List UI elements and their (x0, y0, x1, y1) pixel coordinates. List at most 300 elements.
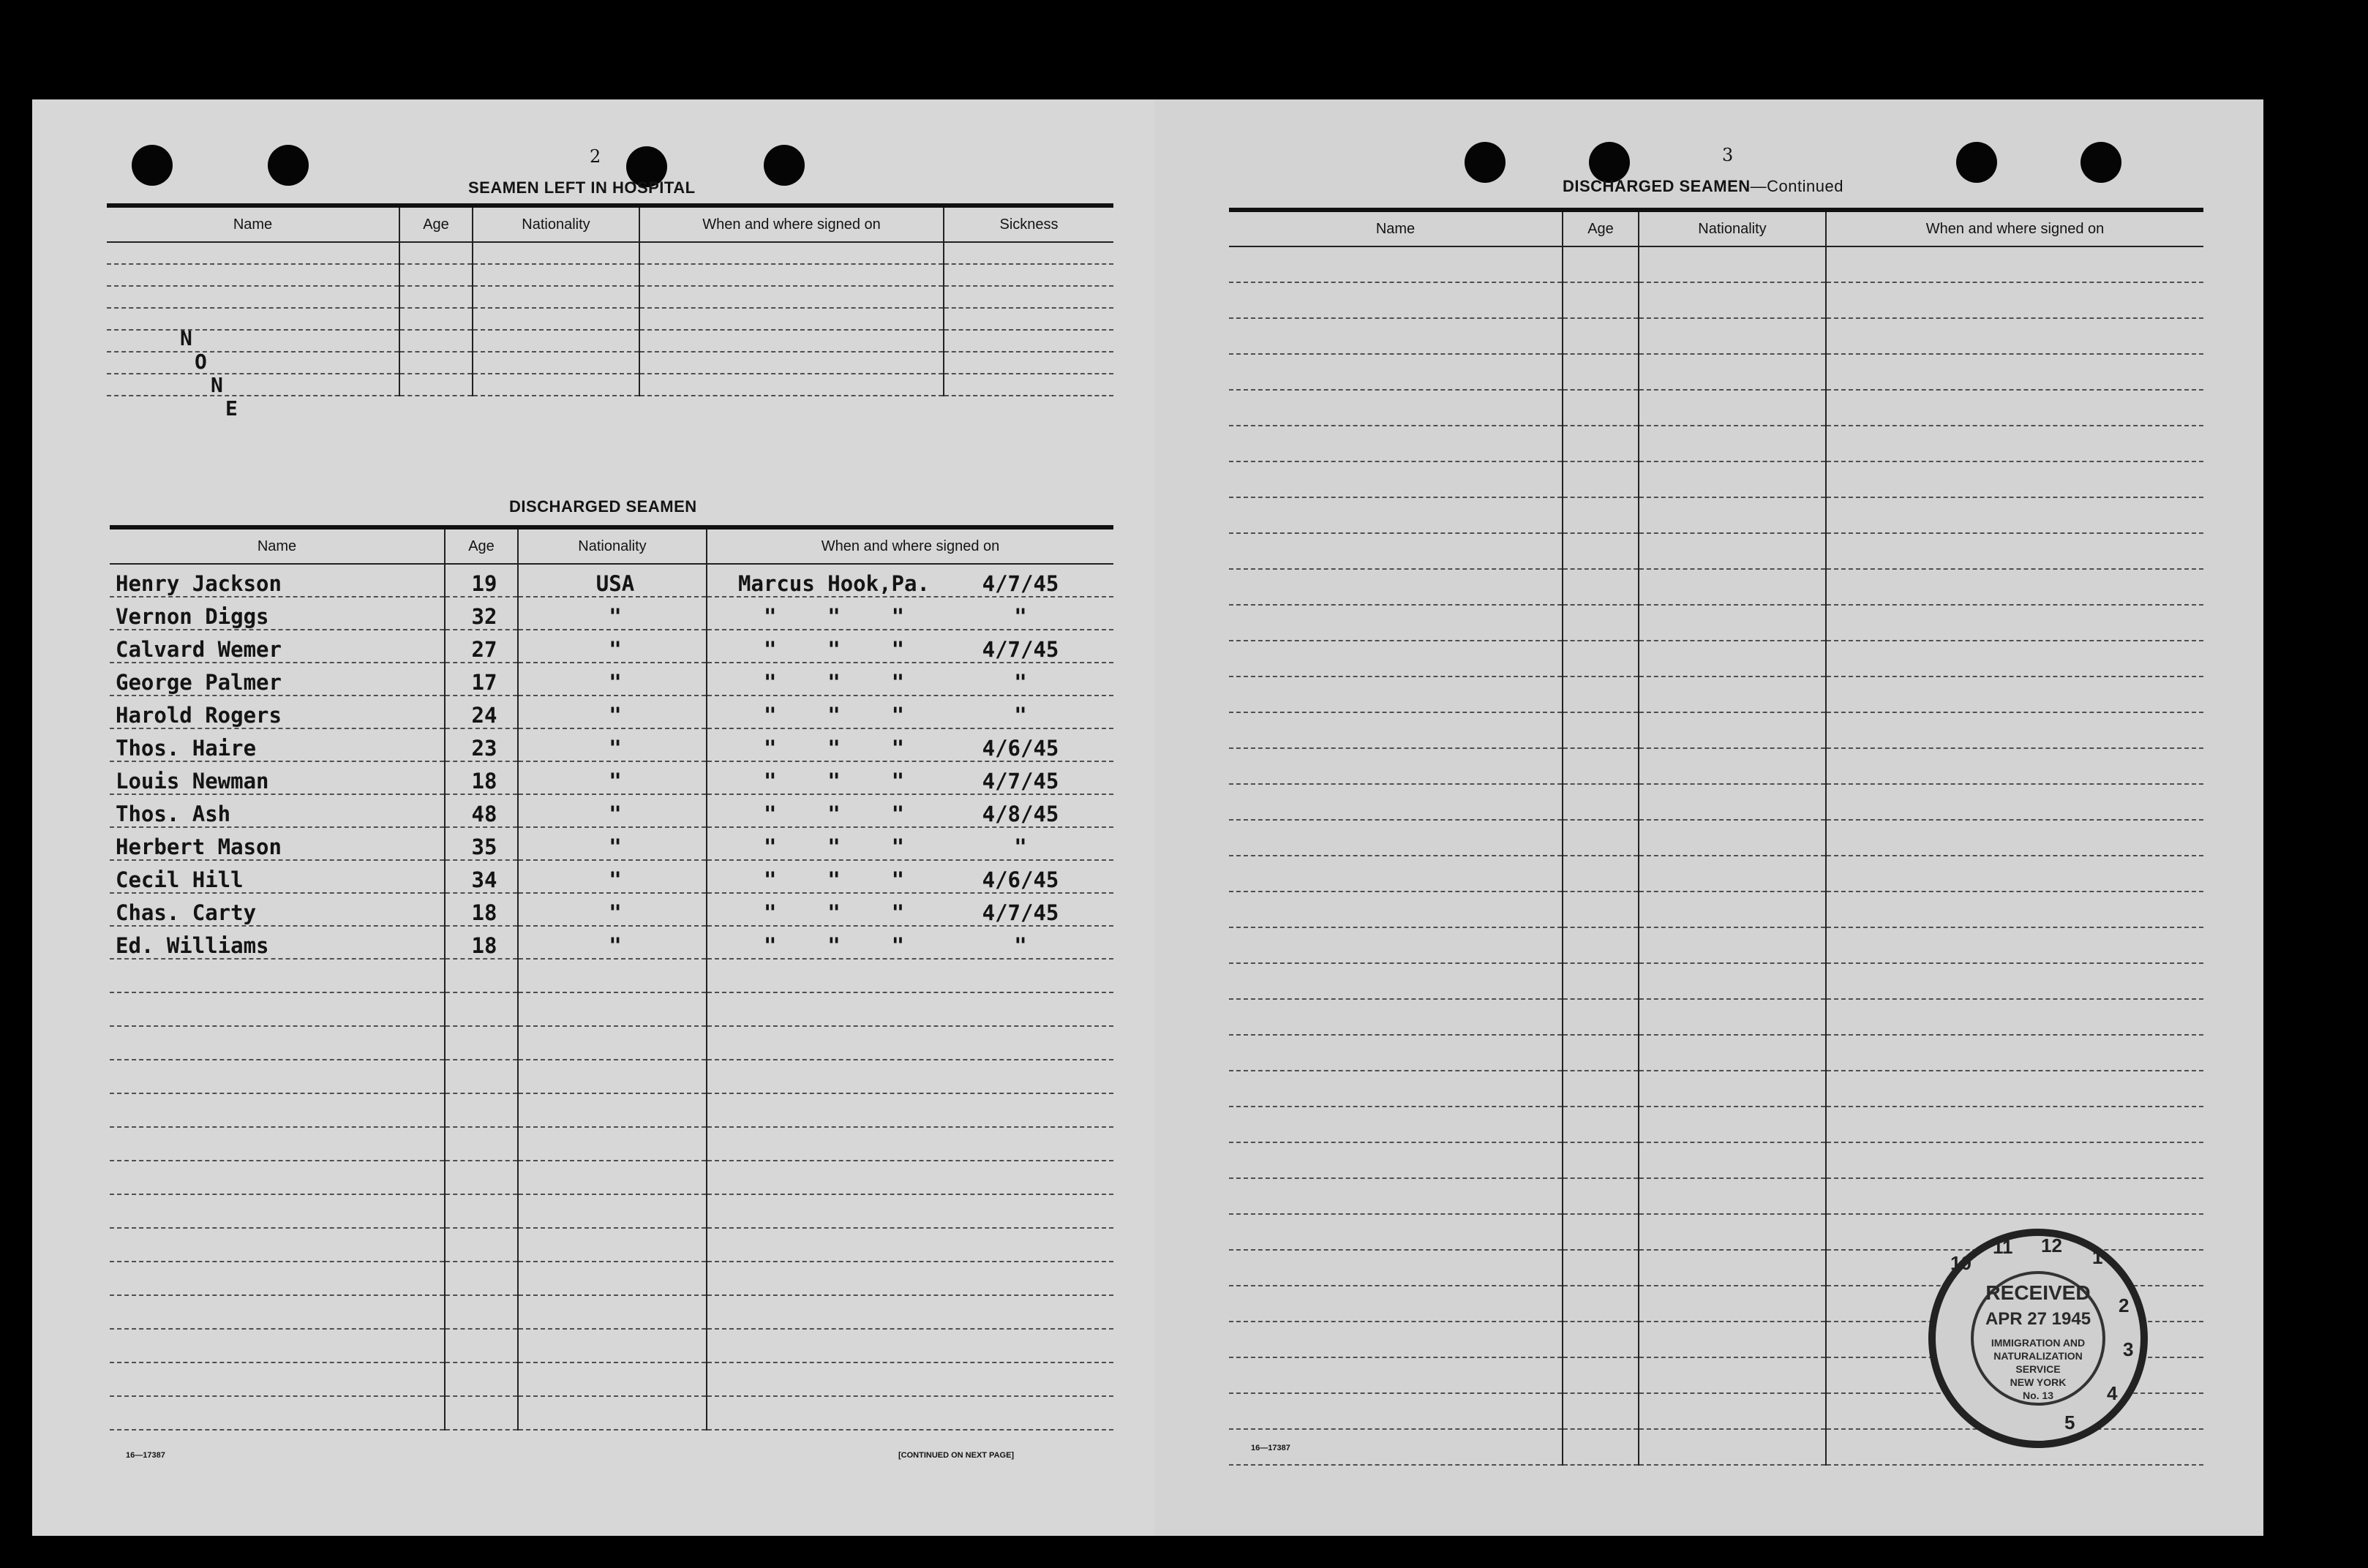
age-cell (445, 1194, 518, 1228)
nationality-cell (1639, 1429, 1826, 1465)
continued-suffix: —Continued (1750, 177, 1843, 195)
name-cell (1229, 1107, 1563, 1142)
signed-on-date: 4/6/45 (982, 736, 1059, 761)
punch-hole (1956, 142, 1997, 183)
name-cell (1229, 1393, 1563, 1429)
nationality-cell: " (518, 860, 707, 893)
sickness-cell (944, 352, 1113, 374)
table-row (110, 728, 1113, 761)
age-cell: 18 (445, 761, 518, 794)
nationality-cell: " (518, 794, 707, 827)
sickness-cell (944, 264, 1113, 286)
table-row (110, 1329, 1113, 1362)
signed-on-place: " " " (763, 933, 905, 958)
signed-on-cell (1826, 390, 2203, 426)
table-row (107, 308, 1113, 330)
continued-note: [CONTINUED ON NEXT PAGE] (898, 1451, 1015, 1460)
page-number: 3 (1722, 145, 1734, 165)
name-cell (1229, 892, 1563, 927)
column-header-age: Age (1563, 210, 1639, 246)
age-cell: 18 (445, 926, 518, 959)
age-cell (445, 1127, 518, 1161)
stamp-agency: NATURALIZATION (1993, 1350, 2083, 1362)
column-header-name: Name (107, 206, 399, 242)
name-cell (1229, 1178, 1563, 1214)
name-cell (1229, 856, 1563, 892)
name-cell: George Palmer (110, 663, 445, 696)
name-cell (1229, 497, 1563, 533)
signed-on-cell (1826, 1035, 2203, 1071)
name-cell (1229, 1035, 1563, 1071)
age-cell (399, 286, 473, 308)
sickness-cell (944, 374, 1113, 396)
signed-on-cell (707, 926, 1113, 959)
nationality-cell (1639, 963, 1826, 999)
age-cell (1563, 1286, 1639, 1322)
age-cell (445, 1093, 518, 1127)
name-cell (110, 1060, 445, 1093)
age-cell: 18 (445, 893, 518, 926)
name-cell: Chas. Carty (110, 893, 445, 926)
column-header-nationality: Nationality (1639, 210, 1826, 246)
page-number: 2 (590, 146, 601, 167)
nationality-cell (1639, 1035, 1826, 1071)
signed-on-place: " " " (763, 834, 905, 859)
nationality-cell (1639, 1071, 1826, 1107)
discharged-section-title: DISCHARGED SEAMEN (509, 497, 697, 516)
name-cell: Herbert Mason (110, 827, 445, 860)
signed-on-cell (707, 1295, 1113, 1329)
nationality-cell (1639, 1250, 1826, 1286)
name-cell (1229, 784, 1563, 820)
nationality-cell (473, 330, 639, 352)
nationality-cell (1639, 1286, 1826, 1322)
age-cell: 34 (445, 860, 518, 893)
signed-on-cell (1826, 963, 2203, 999)
age-cell (1563, 1250, 1639, 1286)
name-cell: Louis Newman (110, 761, 445, 794)
table-row (107, 330, 1113, 352)
age-cell (1563, 963, 1639, 999)
nationality-cell (1639, 676, 1826, 712)
column-header-signed-on: When and where signed on (639, 206, 944, 242)
table-row (1229, 892, 2203, 927)
nationality-cell: " (518, 827, 707, 860)
signed-on-cell (707, 827, 1113, 860)
signed-on-place: " " " (763, 670, 905, 695)
table-row (110, 992, 1113, 1026)
age-cell (1563, 318, 1639, 354)
table-row (110, 597, 1113, 630)
nationality-cell (1639, 390, 1826, 426)
none-letter: N (211, 373, 223, 397)
signed-on-place: Marcus Hook,Pa. (738, 571, 930, 596)
name-cell: Thos. Haire (110, 728, 445, 761)
signed-on-cell (707, 1093, 1113, 1127)
name-cell (110, 1194, 445, 1228)
column-header-sickness: Sickness (944, 206, 1113, 242)
name-cell (107, 264, 399, 286)
table-row (110, 1161, 1113, 1194)
name-cell (1229, 999, 1563, 1035)
age-cell: 23 (445, 728, 518, 761)
name-cell (110, 959, 445, 992)
nationality-cell (1639, 927, 1826, 963)
table-row (1229, 497, 2203, 533)
nationality-cell (1639, 820, 1826, 856)
name-cell (110, 1127, 445, 1161)
age-cell (1563, 927, 1639, 963)
age-cell: 48 (445, 794, 518, 827)
signed-on-cell (707, 597, 1113, 630)
nationality-cell (473, 352, 639, 374)
name-cell (1229, 246, 1563, 282)
nationality-cell (473, 308, 639, 330)
stamp-ring-number: 4 (2107, 1382, 2118, 1404)
form-number: 16—17387 (126, 1451, 165, 1460)
age-cell (445, 959, 518, 992)
nationality-cell (473, 242, 639, 264)
signed-on-cell (1826, 497, 2203, 533)
name-cell (110, 1161, 445, 1194)
name-cell (1229, 641, 1563, 676)
punch-hole (2081, 142, 2121, 183)
nationality-cell (1639, 569, 1826, 605)
nationality-cell (1639, 426, 1826, 461)
nationality-cell (1639, 641, 1826, 676)
nationality-cell (473, 264, 639, 286)
nationality-cell: " (518, 696, 707, 728)
continued-title: DISCHARGED SEAMEN (1563, 177, 1751, 195)
age-cell (1563, 1107, 1639, 1142)
nationality-cell (1639, 318, 1826, 354)
name-cell (1229, 390, 1563, 426)
stamp-date: APR 27 1945 (1985, 1309, 2091, 1329)
name-cell (107, 242, 399, 264)
name-cell: Calvard Wemer (110, 630, 445, 663)
age-cell (399, 242, 473, 264)
signed-on-cell (1826, 784, 2203, 820)
table-row (110, 1396, 1113, 1430)
signed-on-date: 4/7/45 (982, 571, 1059, 596)
signed-on-cell (639, 352, 944, 374)
table-row (107, 374, 1113, 396)
table-row (1229, 533, 2203, 569)
nationality-cell (518, 1194, 707, 1228)
signed-on-date: " (1014, 604, 1027, 629)
signed-on-cell (707, 761, 1113, 794)
signed-on-cell (1826, 605, 2203, 641)
nationality-cell (1639, 497, 1826, 533)
nationality-cell: " (518, 893, 707, 926)
name-cell (107, 374, 399, 396)
table-row (1229, 999, 2203, 1035)
name-cell (1229, 1142, 1563, 1178)
stamp-number: No. 13 (2022, 1390, 2053, 1401)
signed-on-cell (1826, 999, 2203, 1035)
table-row (107, 242, 1113, 264)
signed-on-cell (707, 959, 1113, 992)
signed-on-cell (1826, 1142, 2203, 1178)
nationality-cell: " (518, 761, 707, 794)
nationality-cell (1639, 605, 1826, 641)
age-cell (1563, 999, 1639, 1035)
name-cell: Harold Rogers (110, 696, 445, 728)
age-cell (445, 1295, 518, 1329)
name-cell (107, 352, 399, 374)
table-row (1229, 605, 2203, 641)
nationality-cell (1639, 856, 1826, 892)
signed-on-cell (1826, 533, 2203, 569)
signed-on-cell (707, 1329, 1113, 1362)
age-cell: 24 (445, 696, 518, 728)
nationality-cell (1639, 461, 1826, 497)
column-header-nationality: Nationality (473, 206, 639, 242)
name-cell (1229, 569, 1563, 605)
signed-on-cell (1826, 318, 2203, 354)
column-header-signed-on: When and where signed on (707, 527, 1113, 564)
age-cell (1563, 641, 1639, 676)
age-cell (1563, 533, 1639, 569)
table-row (1229, 927, 2203, 963)
age-cell (399, 374, 473, 396)
signed-on-place: " " " (763, 637, 905, 662)
age-cell (1563, 569, 1639, 605)
age-cell (1563, 605, 1639, 641)
signed-on-date: " (1014, 703, 1027, 728)
signed-on-place: " " " (763, 604, 905, 629)
table-row (1229, 354, 2203, 390)
nationality-cell (518, 992, 707, 1026)
signed-on-cell (707, 1362, 1113, 1396)
signed-on-cell (1826, 748, 2203, 784)
table-row (110, 1228, 1113, 1262)
age-cell (1563, 784, 1639, 820)
nationality-cell (518, 1026, 707, 1060)
stamp-agency: IMMIGRATION AND (1991, 1337, 2086, 1349)
age-cell (445, 1228, 518, 1262)
column-header-signed-on: When and where signed on (1826, 210, 2203, 246)
nationality-cell (518, 1262, 707, 1295)
nationality-cell (1639, 1107, 1826, 1142)
table-row (110, 1362, 1113, 1396)
name-cell (1229, 426, 1563, 461)
sickness-cell (944, 308, 1113, 330)
name-cell (107, 286, 399, 308)
table-row (1229, 318, 2203, 354)
received-stamp (1928, 1229, 2148, 1448)
age-cell (445, 1396, 518, 1430)
age-cell (1563, 1322, 1639, 1357)
nationality-cell (518, 1396, 707, 1430)
table-row (1229, 856, 2203, 892)
nationality-cell (518, 959, 707, 992)
name-cell (1229, 1214, 1563, 1250)
signed-on-place: " " " (763, 802, 905, 826)
signed-on-cell (707, 1262, 1113, 1295)
age-cell (1563, 1214, 1639, 1250)
signed-on-place: " " " (763, 867, 905, 892)
table-row (1229, 1071, 2203, 1107)
table-row (110, 1262, 1113, 1295)
discharged-table (110, 525, 1113, 1431)
name-cell: Thos. Ash (110, 794, 445, 827)
table-row (110, 696, 1113, 728)
age-cell (399, 330, 473, 352)
nationality-cell: " (518, 597, 707, 630)
table-row (107, 352, 1113, 374)
signed-on-cell (1826, 461, 2203, 497)
table-row (1229, 1178, 2203, 1214)
nationality-cell (518, 1093, 707, 1127)
table-row (110, 926, 1113, 959)
name-cell (110, 1262, 445, 1295)
name-cell (1229, 676, 1563, 712)
signed-on-cell (707, 1194, 1113, 1228)
signed-on-cell (1826, 676, 2203, 712)
nationality-cell (1639, 533, 1826, 569)
signed-on-cell (1826, 246, 2203, 282)
continued-section-title (1563, 177, 1843, 196)
age-cell: 35 (445, 827, 518, 860)
signed-on-cell (707, 728, 1113, 761)
table-row (1229, 282, 2203, 318)
name-cell (110, 1295, 445, 1329)
name-cell (1229, 1322, 1563, 1357)
nationality-cell (1639, 1357, 1826, 1393)
table-row (1229, 246, 2203, 282)
nationality-cell: " (518, 663, 707, 696)
age-cell (445, 1329, 518, 1362)
age-cell (1563, 1071, 1639, 1107)
sickness-cell (944, 330, 1113, 352)
age-cell (1563, 1357, 1639, 1393)
table-row (1229, 1035, 2203, 1071)
hospital-table (107, 203, 1113, 396)
table-row (110, 860, 1113, 893)
column-header-nationality: Nationality (518, 527, 707, 564)
punch-hole (132, 145, 173, 186)
nationality-cell (1639, 1322, 1826, 1357)
signed-on-cell (639, 264, 944, 286)
age-cell (1563, 1178, 1639, 1214)
age-cell (1563, 426, 1639, 461)
hospital-section-title: SEAMEN LEFT IN HOSPITAL (468, 178, 696, 197)
signed-on-cell (1826, 1071, 2203, 1107)
name-cell (110, 1329, 445, 1362)
table-row (110, 630, 1113, 663)
punch-hole (268, 145, 309, 186)
table-row (1229, 1107, 2203, 1142)
nationality-cell (518, 1127, 707, 1161)
age-cell (445, 1161, 518, 1194)
nationality-cell (1639, 1214, 1826, 1250)
signed-on-place: " " " (763, 900, 905, 925)
signed-on-cell (707, 1228, 1113, 1262)
age-cell (1563, 820, 1639, 856)
nationality-cell (1639, 892, 1826, 927)
table-row (110, 1060, 1113, 1093)
column-header-name: Name (110, 527, 445, 564)
nationality-cell: " (518, 728, 707, 761)
nationality-cell (518, 1228, 707, 1262)
table-row (110, 959, 1113, 992)
signed-on-cell (707, 860, 1113, 893)
age-cell (1563, 892, 1639, 927)
age-cell (1563, 712, 1639, 748)
table-row (1229, 820, 2203, 856)
stamp-ring-number: 11 (1993, 1236, 2013, 1258)
name-cell (1229, 605, 1563, 641)
age-cell (445, 1262, 518, 1295)
nationality-cell (1639, 1393, 1826, 1429)
table-row (1229, 784, 2203, 820)
name-cell (1229, 533, 1563, 569)
name-cell (1229, 748, 1563, 784)
signed-on-place: " " " (763, 736, 905, 761)
signed-on-cell (1826, 426, 2203, 461)
nationality-cell: USA (518, 564, 707, 597)
stamp-ring-number: 3 (2123, 1338, 2134, 1360)
table-row (1229, 569, 2203, 605)
signed-on-cell (639, 308, 944, 330)
age-cell: 27 (445, 630, 518, 663)
nationality-cell (518, 1362, 707, 1396)
nationality-cell (518, 1295, 707, 1329)
column-header-name: Name (1229, 210, 1563, 246)
signed-on-cell (639, 330, 944, 352)
age-cell (1563, 354, 1639, 390)
name-cell (1229, 963, 1563, 999)
name-cell: Henry Jackson (110, 564, 445, 597)
table-row (1229, 676, 2203, 712)
age-cell (445, 1060, 518, 1093)
age-cell (445, 1362, 518, 1396)
sickness-cell (944, 286, 1113, 308)
name-cell (1229, 927, 1563, 963)
table-row (110, 893, 1113, 926)
signed-on-cell (639, 374, 944, 396)
signed-on-cell (1826, 927, 2203, 963)
table-row (1229, 426, 2203, 461)
signed-on-cell (1826, 569, 2203, 605)
age-cell: 17 (445, 663, 518, 696)
age-cell (1563, 282, 1639, 318)
stamp-city: NEW YORK (2010, 1376, 2067, 1388)
age-cell (1563, 856, 1639, 892)
nationality-cell (1639, 1178, 1826, 1214)
signed-on-cell (1826, 641, 2203, 676)
signed-on-cell (1826, 354, 2203, 390)
age-cell (445, 992, 518, 1026)
nationality-cell (1639, 1142, 1826, 1178)
table-row (110, 1026, 1113, 1060)
table-row (110, 1093, 1113, 1127)
name-cell: Cecil Hill (110, 860, 445, 893)
age-cell: 19 (445, 564, 518, 597)
table-row (1229, 748, 2203, 784)
age-cell (1563, 1035, 1639, 1071)
table-row (110, 761, 1113, 794)
nationality-cell (1639, 748, 1826, 784)
signed-on-cell (707, 1127, 1113, 1161)
signed-on-cell (707, 992, 1113, 1026)
signed-on-cell (639, 242, 944, 264)
table-row (1229, 390, 2203, 426)
punch-hole (1465, 142, 1506, 183)
signed-on-date: 4/7/45 (982, 900, 1059, 925)
name-cell: Vernon Diggs (110, 597, 445, 630)
